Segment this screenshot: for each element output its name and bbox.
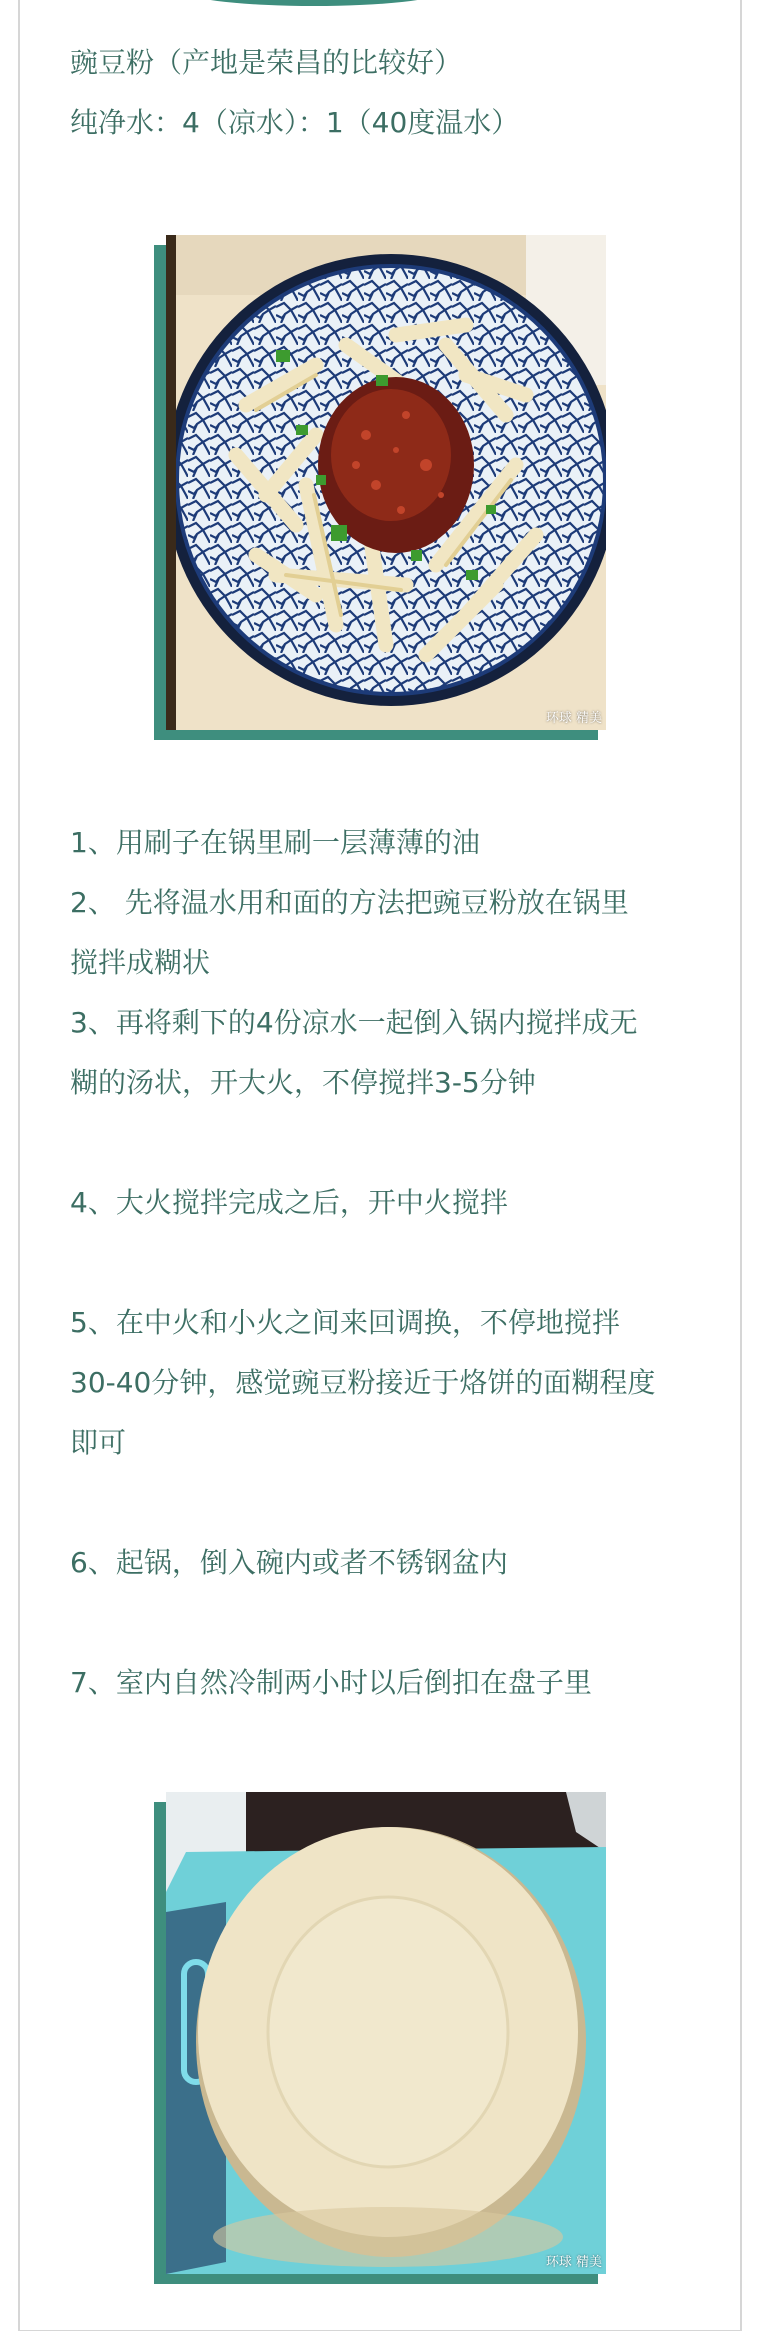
ingredient-line-water-ratio: 纯净水：4（凉水）：1（40度温水） [70, 106, 520, 139]
ingredient-line-pea-flour: 豌豆粉（产地是荣昌的比较好） [70, 46, 463, 79]
step-1: 1、用刷子在锅里刷一层薄薄的油 [70, 826, 480, 859]
photo-watermark: 环球 精美 [545, 711, 602, 726]
pea-jelly-photo-image [166, 1792, 606, 2274]
step-7: 7、室内自然冷制两小时以后倒扣在盘子里 [70, 1666, 592, 1699]
dish-photo-image [166, 235, 606, 730]
card-bottom-border [18, 2330, 742, 2331]
pea-jelly-photo [154, 1792, 602, 2284]
step-4: 4、大火搅拌完成之后，开中火搅拌 [70, 1186, 508, 1219]
dish-photo [154, 235, 602, 740]
step-5-end: 即可 [70, 1426, 127, 1459]
step-3-continued: 糊的汤状，开大火，不停搅拌3-5分钟 [70, 1066, 536, 1099]
header-accent-shape [188, 0, 440, 6]
step-6: 6、起锅，倒入碗内或者不锈钢盆内 [70, 1546, 508, 1579]
photo-watermark: 环球 精美 [545, 2255, 602, 2270]
step-3: 3、再将剩下的4份凉水一起倒入锅内搅拌成无 [70, 1006, 638, 1039]
step-2-continued: 搅拌成糊状 [70, 946, 211, 979]
step-5: 5、在中火和小火之间来回调换，不停地搅拌 [70, 1306, 620, 1339]
step-5-continued: 30-40分钟，感觉豌豆粉接近于烙饼的面糊程度 [70, 1366, 656, 1399]
step-2: 2、 先将温水用和面的方法把豌豆粉放在锅里 [70, 886, 629, 919]
